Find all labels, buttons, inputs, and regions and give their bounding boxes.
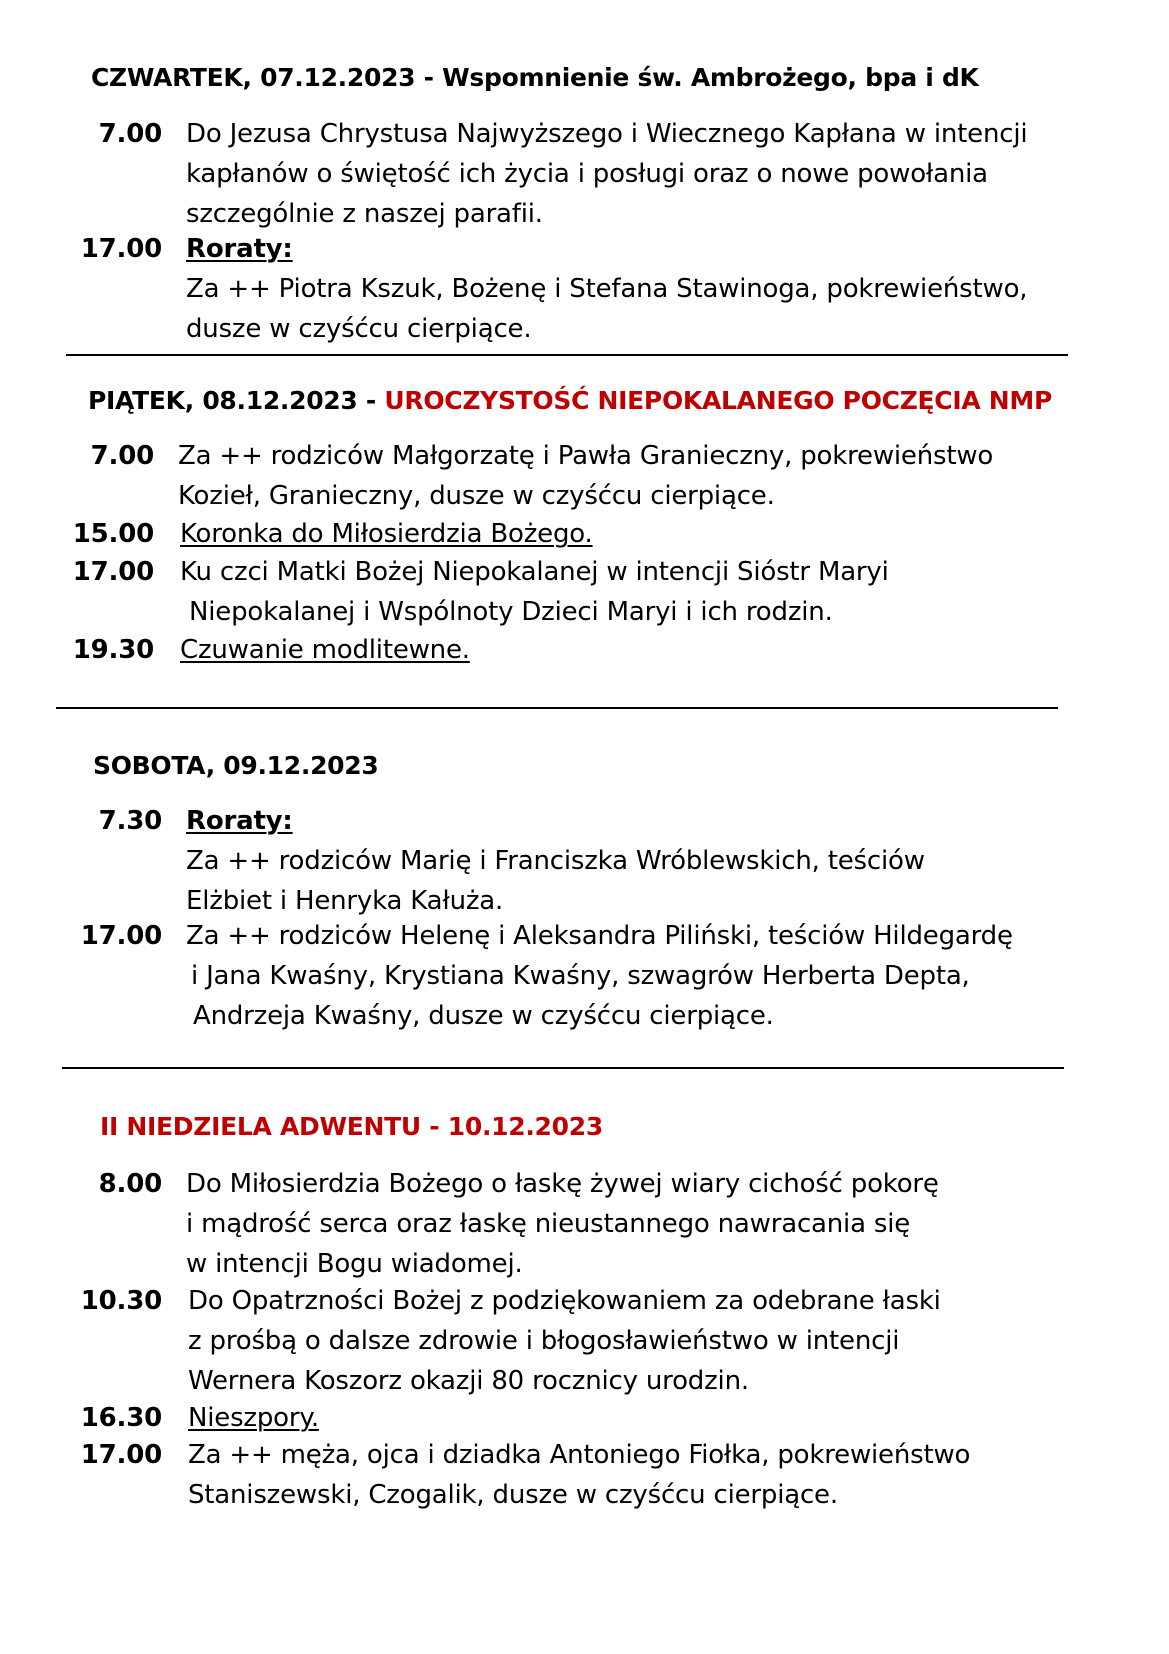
intention-line: Ku czci Matki Bożej Niepokalanej w intencji Sióstr Maryi [180,557,889,587]
intention-line: Za ++ męża, ojca i dziadka Antoniego Fiołka, pokrewieństwo [188,1440,971,1470]
intention-line: dusze w czyśćcu cierpiące. [186,314,532,344]
mass-time: 19.30 [72,635,154,665]
intention-line: i mądrość serca oraz łaskę nieustannego nawracania się [186,1209,911,1239]
mass-time: 17.00 [80,921,162,951]
mass-time: 15.00 [72,519,154,549]
intention-line: Wernera Koszorz okazji 80 rocznicy urodzin. [188,1366,749,1396]
mass-time: 8.00 [98,1169,162,1199]
intention-line: Do Jezusa Chrystusa Najwyższego i Wiecznego Kapłana w intencji [186,119,1028,149]
section-divider [66,354,1068,356]
intention-line: Za ++ rodziców Helenę i Aleksandra Piliński, teściów Hildegardę [186,921,1013,951]
mass-time: 17.00 [80,234,162,264]
intention-line: i Jana Kwaśny, Krystiana Kwaśny, szwagrów Herberta Depta, [191,961,970,991]
intention-line: Za ++ rodziców Małgorzatę i Pawła Granieczny, pokrewieństwo [178,441,994,471]
intention-line: w intencji Bogu wiadomej. [186,1249,523,1279]
intention-line: Elżbiet i Henryka Kałuża. [186,886,504,916]
devotion-title: Koronka do Miłosierdzia Bożego. [180,519,593,549]
mass-time: 7.30 [98,806,162,836]
mass-time: 10.30 [80,1286,162,1316]
day-header-saturday: SOBOTA, 09.12.2023 [93,751,379,780]
roraty-label: Roraty: [186,806,293,836]
intention-line: Za ++ Piotra Kszuk, Bożenę i Stefana Stawinoga, pokrewieństwo, [186,274,1028,304]
intention-line: Staniszewski, Czogalik, dusze w czyśćcu cierpiące. [188,1480,838,1510]
devotion-title: Nieszpory. [188,1403,319,1433]
section-divider [62,1067,1064,1069]
intention-line: Za ++ rodziców Marię i Franciszka Wróblewskich, teściów [186,846,925,876]
intention-line: z prośbą o dalsze zdrowie i błogosławieństwo w intencji [188,1326,900,1356]
solemnity-title: UROCZYSTOŚĆ NIEPOKALANEGO POCZĘCIA NMP [384,386,1053,415]
mass-time: 16.30 [80,1403,162,1433]
section-divider [56,707,1058,709]
intention-line: Niepokalanej i Wspólnoty Dzieci Maryi i ich rodzin. [189,597,833,627]
intention-line: szczególnie z naszej parafii. [186,199,543,229]
intention-line: Do Miłosierdzia Bożego o łaskę żywej wiary cichość pokorę [186,1169,939,1199]
day-header-thursday: CZWARTEK, 07.12.2023 - Wspomnienie św. Ambrożego, bpa i dK [91,63,979,92]
mass-time: 7.00 [98,119,162,149]
intention-line: Kozieł, Granieczny, dusze w czyśćcu cierpiące. [178,481,775,511]
intention-line: Do Opatrzności Bożej z podziękowaniem za odebrane łaski [188,1286,941,1316]
intention-line: kapłanów o świętość ich życia i posługi oraz o nowe powołania [186,159,988,189]
intention-line: Andrzeja Kwaśny, dusze w czyśćcu cierpiące. [193,1001,774,1031]
day-header-sunday: II NIEDZIELA ADWENTU - 10.12.2023 [100,1112,603,1141]
mass-time: 17.00 [72,557,154,587]
day-header-friday [88,384,1052,418]
devotion-title: Czuwanie modlitewne. [180,635,470,665]
mass-time: 17.00 [80,1440,162,1470]
mass-time: 7.00 [90,441,154,471]
day-header-date: PIĄTEK, 08.12.2023 - [88,386,385,415]
roraty-label: Roraty: [186,234,293,264]
